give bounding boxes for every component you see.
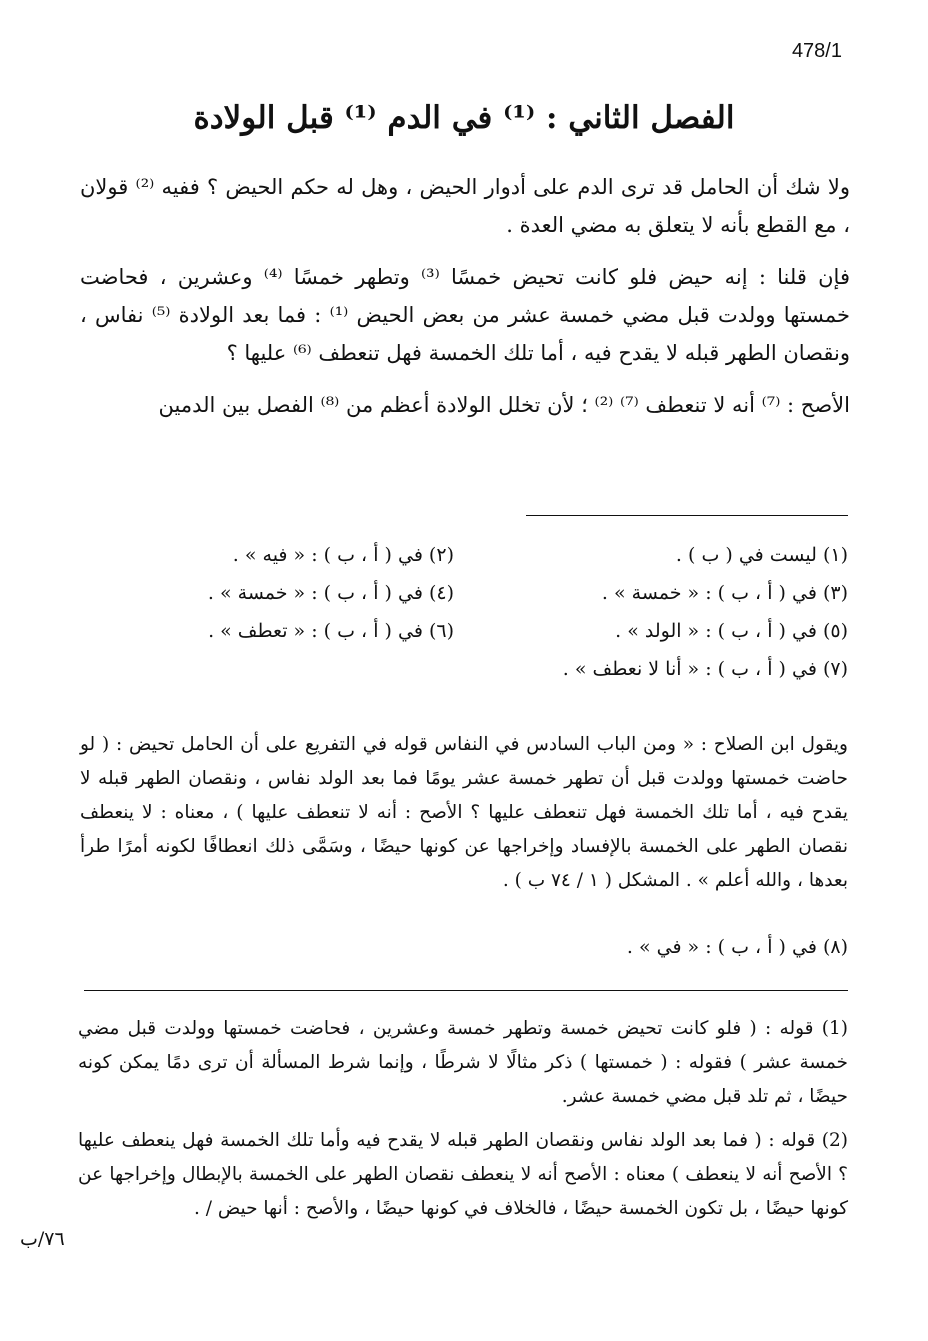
main-paragraph: فإن قلنا : إنه حيض فلو كانت تحيض خمسًا ⁽³⁾ وتطهر خمسًا ⁽⁴⁾ وعشرين ، فحاضت خمستها وولدت قبل مضي خمسة عشر من بعض الحيض ⁽¹⁾ : فما بعد الولادة ⁽⁵⁾ نفاس ، ونقصان الطهر قبله لا يقدح فيه ، أما تلك الخمسة فهل تنعطف ⁽⁶⁾ عليها ؟ (80, 265, 850, 365)
variant-notes (90, 540, 848, 684)
variant-note: (٤) في ( أ ، ب ) : « خمسة » . (207, 582, 454, 604)
variant-note: (٦) في ( أ ، ب ) : « تعطف » . (208, 620, 454, 642)
footnote: (2) قوله : ( فما بعد الولد نفاس ونقصان الطهر قبله لا يقدح فيه وأما تلك الخمسة فهل ينعطف عليها ؟ الأصح أنه لا ينعطف ) معناه : الأصح أنه لا ينعطف نقصان الطهر على الخمسة بالإبطال وإخراجها عن كونها حيضًا ، بل تكون الخمسة حيضًا ، فالخلاف في كونها حيضًا ، والأصح : أنها حيض / . (78, 1130, 848, 1219)
variant-note: (٣) في ( أ ، ب ) : « خمسة » . (601, 582, 848, 604)
chapter-title: الفصل الثاني : ⁽¹⁾ في الدم ⁽¹⁾ قبل الولادة (193, 100, 735, 136)
variant-note: (٢) في ( أ ، ب ) : « فيه » . (232, 544, 454, 566)
page-number: 478/1 (791, 40, 842, 62)
commentary-text: ويقول ابن الصلاح : « ومن الباب السادس في النفاس قوله في التفريع على أن الحامل تحيض : ( لو حاضت خمستها وولدت قبل أن تطهر خمسة عشر يومًا فما بعد الولد نفاس ، ونقصان الطهر قبله لا يقدح فيه ، أما تلك الخمسة فهل تنعطف عليها ؟ الأصح : أنه لا تنعطف عليها ) ، معناه : لا ينعطف نقصان الطهر على الخمسة بالإفساد وإخراجها عن كونها حيضًا ، وسَمَّى ذلك انعطافًا لكونه أمرًا طرأ بعدها ، والله أعلم » . المشكل ( ١ / ٧٤ ب ) . (80, 734, 848, 891)
footnote-divider (84, 990, 848, 991)
main-paragraph: ولا شك أن الحامل قد ترى الدم على أدوار الحيض ، وهل له حكم الحيض ؟ ففيه ⁽²⁾ قولان ، مع القطع بأنه لا يتعلق به مضي العدة . (80, 175, 850, 237)
main-paragraph: الأصح : ⁽⁷⁾ أنه لا تنعطف ⁽⁷⁾ ⁽²⁾ ؛ لأن تخلل الولادة أعظم من ⁽⁸⁾ الفصل بين الدمين (158, 393, 850, 417)
footnote-divider (526, 515, 848, 516)
variant-note: (٥) في ( أ ، ب ) : « الولد » . (615, 620, 848, 642)
commentary-note (80, 728, 848, 898)
manuscript-folio-reference: ٧٦/ب (20, 1228, 65, 1250)
footnotes (78, 1012, 848, 1236)
variant-note: (٧) في ( أ ، ب ) : « أنا لا نعطف » . (562, 658, 848, 680)
variant-note: (٨) في ( أ ، ب ) : « في » . (626, 936, 848, 958)
main-text (80, 168, 850, 438)
footnote: (1) قوله : ( فلو كانت تحيض خمسة وتطهر خمسة وعشرين ، فحاضت خمستها وولدت قبل مضي خمسة عشر ) فقوله : ( خمستها ) ذكر مثالًا لا شرطًا ، وإنما شرط المسألة أن ترى دمًا يمكن كونه حيضًا ، ثم تلد قبل مضي خمسة عشر. (78, 1018, 848, 1107)
variant-note: (١) ليست في ( ب ) . (675, 544, 848, 566)
